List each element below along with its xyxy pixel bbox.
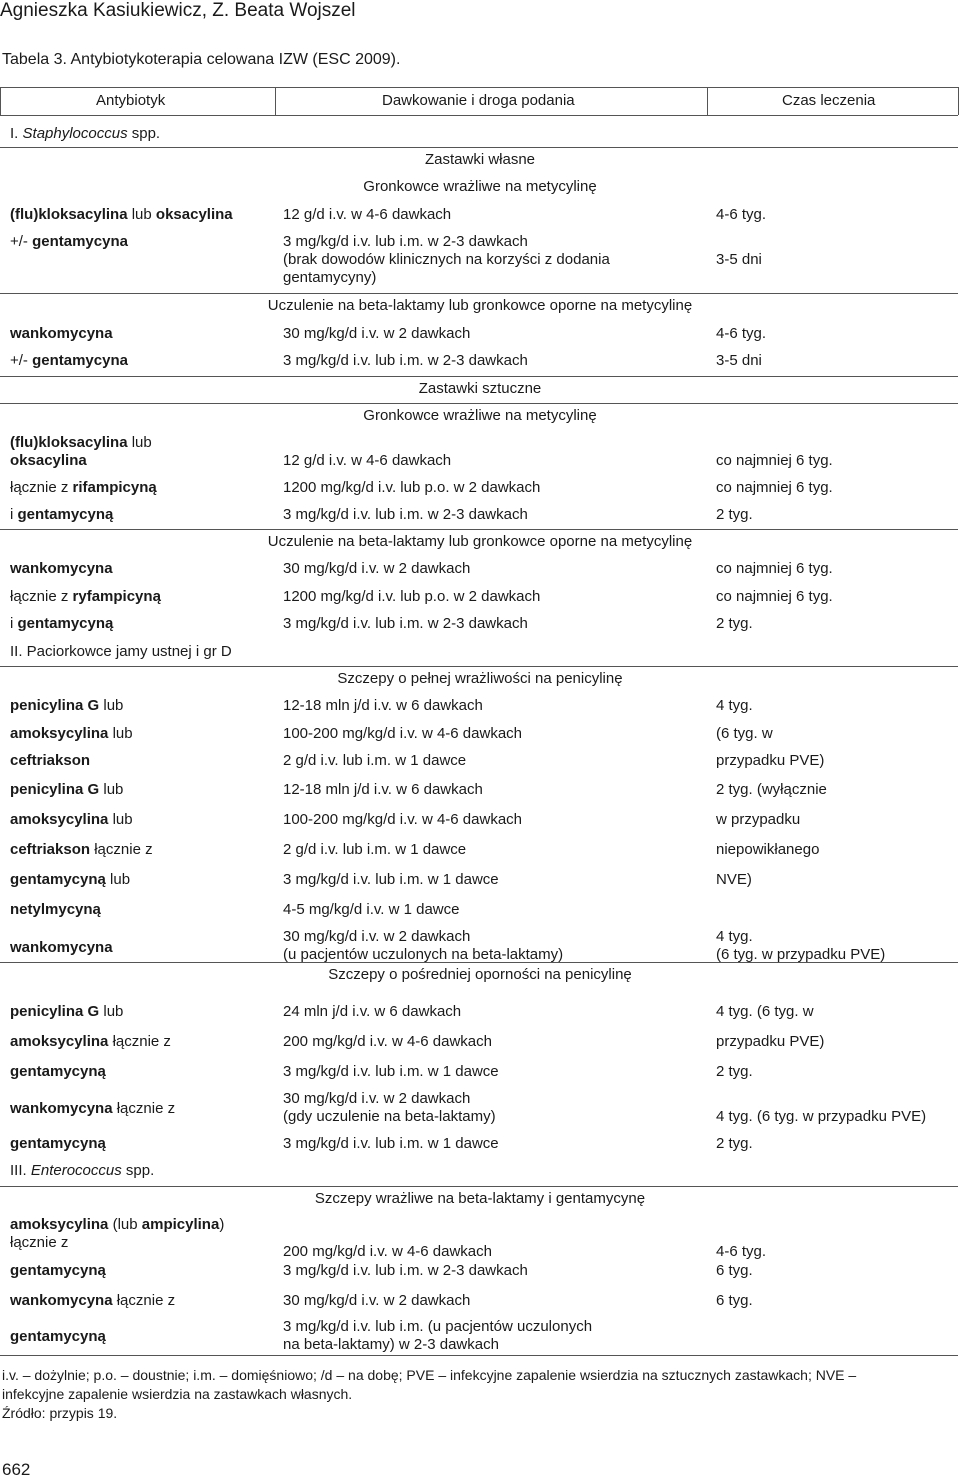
section-rule <box>0 1355 958 1356</box>
drug-cell-segment: łącznie z <box>10 1234 69 1251</box>
duration-cell: 2 tyg. <box>716 506 753 523</box>
section-rule <box>0 962 958 963</box>
drug-cell <box>10 939 113 957</box>
section-rule <box>0 376 958 377</box>
drug-cell <box>10 841 153 859</box>
drug-cell-segment: III. <box>10 1162 31 1179</box>
drug-cell-segment: amoksycylina <box>10 811 109 828</box>
drug-cell-segment: ryfampicyną <box>72 588 161 605</box>
section-header: Szczepy wrażliwe na beta-laktamy i gentamycynę <box>314 1190 646 1207</box>
duration-cell: 4-6 tyg. <box>716 206 767 223</box>
section-rule <box>0 403 958 404</box>
dose-cell: gentamycyny) <box>283 269 377 286</box>
drug-cell <box>10 1162 154 1180</box>
header-left-rule <box>0 87 1 115</box>
duration-cell: 6 tyg. <box>716 1292 753 1309</box>
drug-cell-segment: amoksycylina <box>10 1033 109 1050</box>
drug-cell-segment: netylmycyną <box>10 901 101 918</box>
header-bottom-rule <box>0 115 958 116</box>
drug-cell <box>10 233 128 251</box>
drug-cell-segment: rifampicyną <box>72 479 157 496</box>
drug-cell-segment: gentamycyną <box>10 1328 106 1345</box>
drug-cell <box>10 1216 224 1234</box>
drug-cell <box>10 352 128 370</box>
drug-cell-segment: łącznie z <box>10 479 73 496</box>
dose-cell: 100-200 mg/kg/d i.v. w 4-6 dawkach <box>283 725 523 742</box>
drug-cell-segment: gentamycyna <box>32 352 128 369</box>
drug-cell-segment: Staphylococcus <box>22 125 128 142</box>
header-drug: Antybiotyk <box>96 92 166 109</box>
drug-cell-segment: II. Paciorkowce jamy ustnej i gr D <box>10 643 232 660</box>
dose-cell: 1200 mg/kg/d i.v. lub p.o. w 2 dawkach <box>283 479 541 496</box>
drug-cell-segment: gentamycyną <box>17 615 114 632</box>
drug-cell <box>10 452 87 470</box>
drug-cell-segment: wankomycyna <box>10 1100 113 1117</box>
drug-cell-segment: +/- <box>10 352 33 369</box>
drug-cell-segment: penicylina G <box>10 1003 100 1020</box>
drug-cell <box>10 901 101 919</box>
section-rule <box>0 1186 958 1187</box>
drug-cell-segment: amoksycylina <box>10 725 109 742</box>
drug-cell-segment: gentamycyna <box>32 233 128 250</box>
drug-cell <box>10 697 123 715</box>
drug-cell-segment: penicylina G <box>10 781 100 798</box>
drug-cell-segment: (flu)kloksacylina <box>10 434 128 451</box>
section-header: Gronkowce wrażliwe na metycylinę <box>363 178 597 195</box>
duration-cell: 2 tyg. <box>716 1063 753 1080</box>
table-footnote <box>2 1366 958 1423</box>
drug-cell <box>10 643 232 661</box>
section-header: Zastawki sztuczne <box>418 380 542 397</box>
duration-cell: przypadku PVE) <box>716 752 825 769</box>
section-rule <box>0 529 958 530</box>
duration-cell: co najmniej 6 tyg. <box>716 479 833 496</box>
drug-cell-segment: gentamycyną <box>10 1262 106 1279</box>
dose-cell: 100-200 mg/kg/d i.v. w 4-6 dawkach <box>283 811 523 828</box>
dose-cell: (gdy uczulenie na beta-laktamy) <box>283 1108 496 1125</box>
drug-cell-segment: łącznie z <box>112 1292 176 1309</box>
drug-cell <box>10 1063 106 1081</box>
drug-cell-segment: wankomycyna <box>10 1292 113 1309</box>
drug-cell-segment: lub <box>108 811 133 828</box>
dose-cell: 24 mln j/d i.v. w 6 dawkach <box>283 1003 462 1020</box>
drug-cell-segment: łącznie z <box>112 1100 176 1117</box>
drug-cell-segment: lub <box>127 206 156 223</box>
drug-cell <box>10 1292 175 1310</box>
drug-cell-segment: i <box>10 615 18 632</box>
dose-cell: 3 mg/kg/d i.v. lub i.m. (u pacjentów uczulonych <box>283 1318 593 1335</box>
dose-cell: 3 mg/kg/d i.v. lub i.m. w 2-3 dawkach <box>283 615 528 632</box>
drug-cell-segment: amoksycylina <box>10 1216 109 1233</box>
drug-cell-segment: łącznie z <box>108 1033 171 1050</box>
duration-cell: NVE) <box>716 871 752 888</box>
dose-cell: 3 mg/kg/d i.v. lub i.m. w 1 dawce <box>283 1063 499 1080</box>
dose-cell: 200 mg/kg/d i.v. w 4-6 dawkach <box>283 1243 492 1260</box>
dose-cell: 3 mg/kg/d i.v. lub i.m. w 2-3 dawkach <box>283 506 528 523</box>
dose-cell: 3 mg/kg/d i.v. lub i.m. w 2-3 dawkach <box>283 233 528 250</box>
drug-cell <box>10 1033 171 1051</box>
drug-cell <box>10 1003 123 1021</box>
section-header: Szczepy o pełnej wrażliwości na penicylinę <box>337 670 623 687</box>
section-rule <box>0 147 958 148</box>
duration-cell: (6 tyg. w <box>716 725 773 742</box>
dose-cell: (brak dowodów klinicznych na korzyści z dodania <box>283 251 610 268</box>
section-header: Szczepy o pośredniej oporności na penicylinę <box>328 966 632 983</box>
drug-cell-segment: gentamycyną <box>17 506 114 523</box>
drug-cell <box>10 781 123 799</box>
dose-cell: 30 mg/kg/d i.v. w 2 dawkach <box>283 325 471 342</box>
antibiotic-table <box>0 87 960 1357</box>
drug-cell <box>10 560 113 578</box>
duration-cell: 4-6 tyg. <box>716 325 767 342</box>
section-rule <box>0 666 958 667</box>
header-divider-1 <box>275 87 276 115</box>
duration-cell: w przypadku <box>716 811 801 828</box>
drug-cell-segment: spp. <box>127 125 161 142</box>
drug-cell-segment: ampicylina <box>141 1216 220 1233</box>
dose-cell: 3 mg/kg/d i.v. lub i.m. w 2-3 dawkach <box>283 352 528 369</box>
dose-cell: na beta-laktamy) w 2-3 dawkach <box>283 1336 499 1353</box>
dose-cell: 3 mg/kg/d i.v. lub i.m. w 1 dawce <box>283 1135 499 1152</box>
dose-cell: 30 mg/kg/d i.v. w 2 dawkach <box>283 560 471 577</box>
duration-cell: co najmniej 6 tyg. <box>716 452 833 469</box>
drug-cell-segment: wankomycyna <box>10 939 113 956</box>
drug-cell-segment: wankomycyna <box>10 560 113 577</box>
dose-cell: 2 g/d i.v. lub i.m. w 1 dawce <box>283 841 467 858</box>
drug-cell-segment: gentamycyną <box>10 1135 106 1152</box>
dose-cell: (u pacjentów uczulonych na beta-laktamy) <box>283 946 564 963</box>
duration-cell: 3-5 dni <box>716 251 762 268</box>
dose-cell: 30 mg/kg/d i.v. w 2 dawkach <box>283 1292 471 1309</box>
drug-cell-segment: spp. <box>121 1162 155 1179</box>
drug-cell <box>10 1135 106 1153</box>
drug-cell-segment: oksacylina <box>10 452 87 469</box>
footnote-line: i.v. – dożylnie; p.o. – doustnie; i.m. – domięśniowo; /d – na dobę; PVE – infekcyjne zapalenie wsierdzia na sztucznych zastawkach; NVE – <box>2 1367 857 1383</box>
dose-cell: 3 mg/kg/d i.v. lub i.m. w 1 dawce <box>283 871 499 888</box>
drug-cell-segment: i <box>10 506 18 523</box>
footnote-line: Źródło: przypis 19. <box>2 1405 118 1421</box>
duration-cell: 2 tyg. <box>716 615 753 632</box>
drug-cell <box>10 1328 106 1346</box>
drug-cell <box>10 752 90 770</box>
dose-cell: 12-18 mln j/d i.v. w 6 dawkach <box>283 697 483 714</box>
drug-cell <box>10 1262 106 1280</box>
duration-cell: 3-5 dni <box>716 352 762 369</box>
drug-cell <box>10 588 161 606</box>
dose-cell: 3 mg/kg/d i.v. lub i.m. w 2-3 dawkach <box>283 1262 528 1279</box>
dose-cell: 2 g/d i.v. lub i.m. w 1 dawce <box>283 752 467 769</box>
drug-cell <box>10 725 133 743</box>
drug-cell-segment: lub <box>99 1003 124 1020</box>
duration-cell: niepowikłanego <box>716 841 820 858</box>
table-caption: Tabela 3. Antybiotykoterapia celowana IZW (ESC 2009). <box>2 51 401 68</box>
drug-cell-segment: wankomycyna <box>10 325 113 342</box>
duration-cell: 4 tyg. <box>716 697 753 714</box>
duration-cell: 2 tyg. (wyłącznie <box>716 781 827 798</box>
drug-cell-segment: łącznie z <box>10 588 73 605</box>
duration-cell: (6 tyg. w przypadku PVE) <box>716 946 886 963</box>
drug-cell <box>10 811 133 829</box>
dose-cell: 1200 mg/kg/d i.v. lub p.o. w 2 dawkach <box>283 588 541 605</box>
dose-cell: 4-5 mg/kg/d i.v. w 1 dawce <box>283 901 460 918</box>
section-header: Gronkowce wrażliwe na metycylinę <box>363 407 597 424</box>
duration-cell: co najmniej 6 tyg. <box>716 560 833 577</box>
drug-cell-segment: lub <box>105 871 131 888</box>
page-number: 662 <box>2 1460 31 1479</box>
running-header: Agnieszka Kasiukiewicz, Z. Beata Wojszel <box>0 0 356 21</box>
drug-cell <box>10 506 113 524</box>
duration-cell: 4 tyg. (6 tyg. w <box>716 1003 814 1020</box>
drug-cell <box>10 206 233 224</box>
drug-cell <box>10 479 157 497</box>
duration-cell: 6 tyg. <box>716 1262 753 1279</box>
drug-cell <box>10 434 152 452</box>
drug-cell-segment: ceftriakson <box>10 841 91 858</box>
drug-cell-segment: gentamycyną <box>10 1063 106 1080</box>
drug-cell-segment: lub <box>127 434 152 451</box>
table-top-rule <box>0 87 958 88</box>
dose-cell: 12 g/d i.v. w 4-6 dawkach <box>283 206 452 223</box>
duration-cell: co najmniej 6 tyg. <box>716 588 833 605</box>
drug-cell-segment: ceftriakson <box>10 752 91 769</box>
section-header: Uczulenie na beta-laktamy lub gronkowce oporne na metycylinę <box>267 297 693 314</box>
drug-cell-segment: (flu)kloksacylina <box>10 206 128 223</box>
dose-cell: 200 mg/kg/d i.v. w 4-6 dawkach <box>283 1033 492 1050</box>
drug-cell-segment: łącznie z <box>90 841 153 858</box>
drug-cell-segment: gentamycyną <box>10 871 106 888</box>
dose-cell: 12 g/d i.v. w 4-6 dawkach <box>283 452 452 469</box>
section-header: Uczulenie na beta-laktamy lub gronkowce oporne na metycylinę <box>267 533 693 550</box>
duration-cell: 2 tyg. <box>716 1135 753 1152</box>
drug-cell-segment: +/- <box>10 233 33 250</box>
dose-cell: 30 mg/kg/d i.v. w 2 dawkach <box>283 1090 471 1107</box>
drug-cell-segment: lub <box>99 781 124 798</box>
header-right-rule <box>958 87 959 115</box>
drug-cell-segment: penicylina G <box>10 697 100 714</box>
drug-cell-segment: I. <box>10 125 23 142</box>
drug-cell-segment: lub <box>108 725 133 742</box>
drug-cell <box>10 1234 68 1252</box>
header-divider-2 <box>707 87 708 115</box>
section-header: Zastawki własne <box>424 151 536 168</box>
drug-cell <box>10 871 130 889</box>
drug-cell-segment: lub <box>99 697 124 714</box>
drug-cell <box>10 325 113 343</box>
drug-cell-segment: ) <box>219 1216 225 1233</box>
dose-cell: 12-18 mln j/d i.v. w 6 dawkach <box>283 781 483 798</box>
duration-cell: 4 tyg. (6 tyg. w przypadku PVE) <box>716 1108 927 1125</box>
drug-cell-segment: oksacylina <box>155 206 233 223</box>
dose-cell: 30 mg/kg/d i.v. w 2 dawkach <box>283 928 471 945</box>
drug-cell-segment: (lub <box>108 1216 142 1233</box>
footnote-line: infekcyjne zapalenie wsierdzia na zastawkach własnych. <box>2 1386 353 1402</box>
header-duration: Czas leczenia <box>782 92 876 109</box>
duration-cell: 4 tyg. <box>716 928 753 945</box>
drug-cell <box>10 125 160 143</box>
drug-cell-segment: Enterococcus <box>30 1162 122 1179</box>
duration-cell: 4-6 tyg. <box>716 1243 767 1260</box>
drug-cell <box>10 615 113 633</box>
section-rule <box>0 293 958 294</box>
drug-cell <box>10 1100 175 1118</box>
duration-cell: przypadku PVE) <box>716 1033 825 1050</box>
header-dose: Dawkowanie i droga podania <box>382 92 575 109</box>
